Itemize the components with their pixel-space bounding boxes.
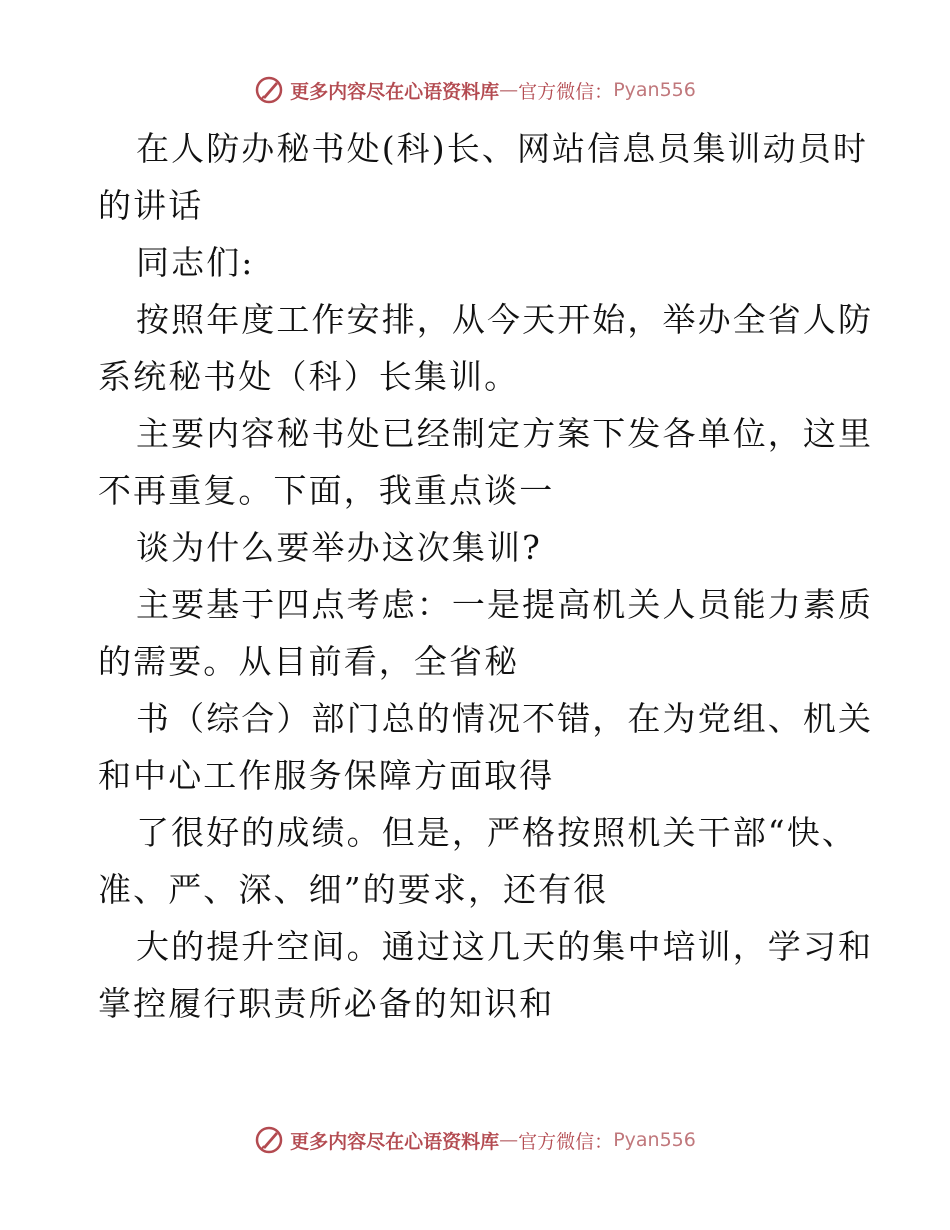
watermark-main-text: 更多内容尽在心语资料库 [290, 80, 500, 103]
paragraph [98, 519, 858, 576]
paragraph [98, 291, 874, 405]
paragraph-line: 了很好的成绩。但是，严格按照机关干部“快、 [136, 813, 857, 852]
title-line: 的讲话 [98, 186, 204, 225]
quill-pen-seal-icon [254, 75, 284, 105]
paragraph-line: 不再重复。下面，我重点谈一 [98, 471, 555, 510]
title-line: 在人防办秘书处(科)长、网站信息员集训动员时 [136, 129, 868, 168]
paragraph-line: 主要基于四点考虑：一是提高机关人员能力素质 [136, 585, 874, 624]
quill-pen-seal-icon [254, 1125, 284, 1155]
paragraph-line: 系统秘书处（科）长集训。 [98, 357, 520, 396]
watermark-main-text: 更多内容尽在心语资料库 [290, 1130, 500, 1153]
watermark-wechat-id: Pyan556 [613, 1129, 696, 1151]
footer-watermark [0, 1120, 950, 1160]
header-watermark [0, 70, 950, 110]
paragraph-line: 掌控履行职责所必备的知识和 [98, 984, 555, 1023]
watermark-label: 官方微信： [518, 1130, 614, 1153]
watermark-separator: — [499, 79, 519, 101]
paragraph [98, 405, 874, 519]
paragraph-line: 准、严、深、细”的要求，还有很 [98, 870, 609, 909]
paragraph-line: 谈为什么要举办这次集训? [136, 528, 542, 567]
paragraph [98, 804, 858, 918]
paragraph-line: 书（综合）部门总的情况不错，在为党组、机关 [136, 699, 874, 738]
watermark-label: 官方微信： [518, 80, 614, 103]
paragraph [98, 576, 874, 690]
paragraph-line: 和中心工作服务保障方面取得 [98, 756, 555, 795]
greeting: 同志们: [136, 243, 255, 282]
paragraph-line: 按照年度工作安排，从今天开始，举办全省人防 [136, 300, 874, 339]
paragraph-line: 主要内容秘书处已经制定方案下发各单位，这里 [136, 414, 874, 453]
paragraph [98, 918, 874, 1032]
paragraph-line: 大的提升空间。通过这几天的集中培训，学习和 [136, 927, 874, 966]
paragraph [98, 690, 874, 804]
watermark-wechat-id: Pyan556 [613, 79, 696, 101]
paragraph-line: 的需要。从目前看，全省秘 [98, 642, 520, 681]
watermark-separator: — [499, 1129, 519, 1151]
document-body [98, 120, 874, 1032]
document-title [98, 120, 868, 234]
